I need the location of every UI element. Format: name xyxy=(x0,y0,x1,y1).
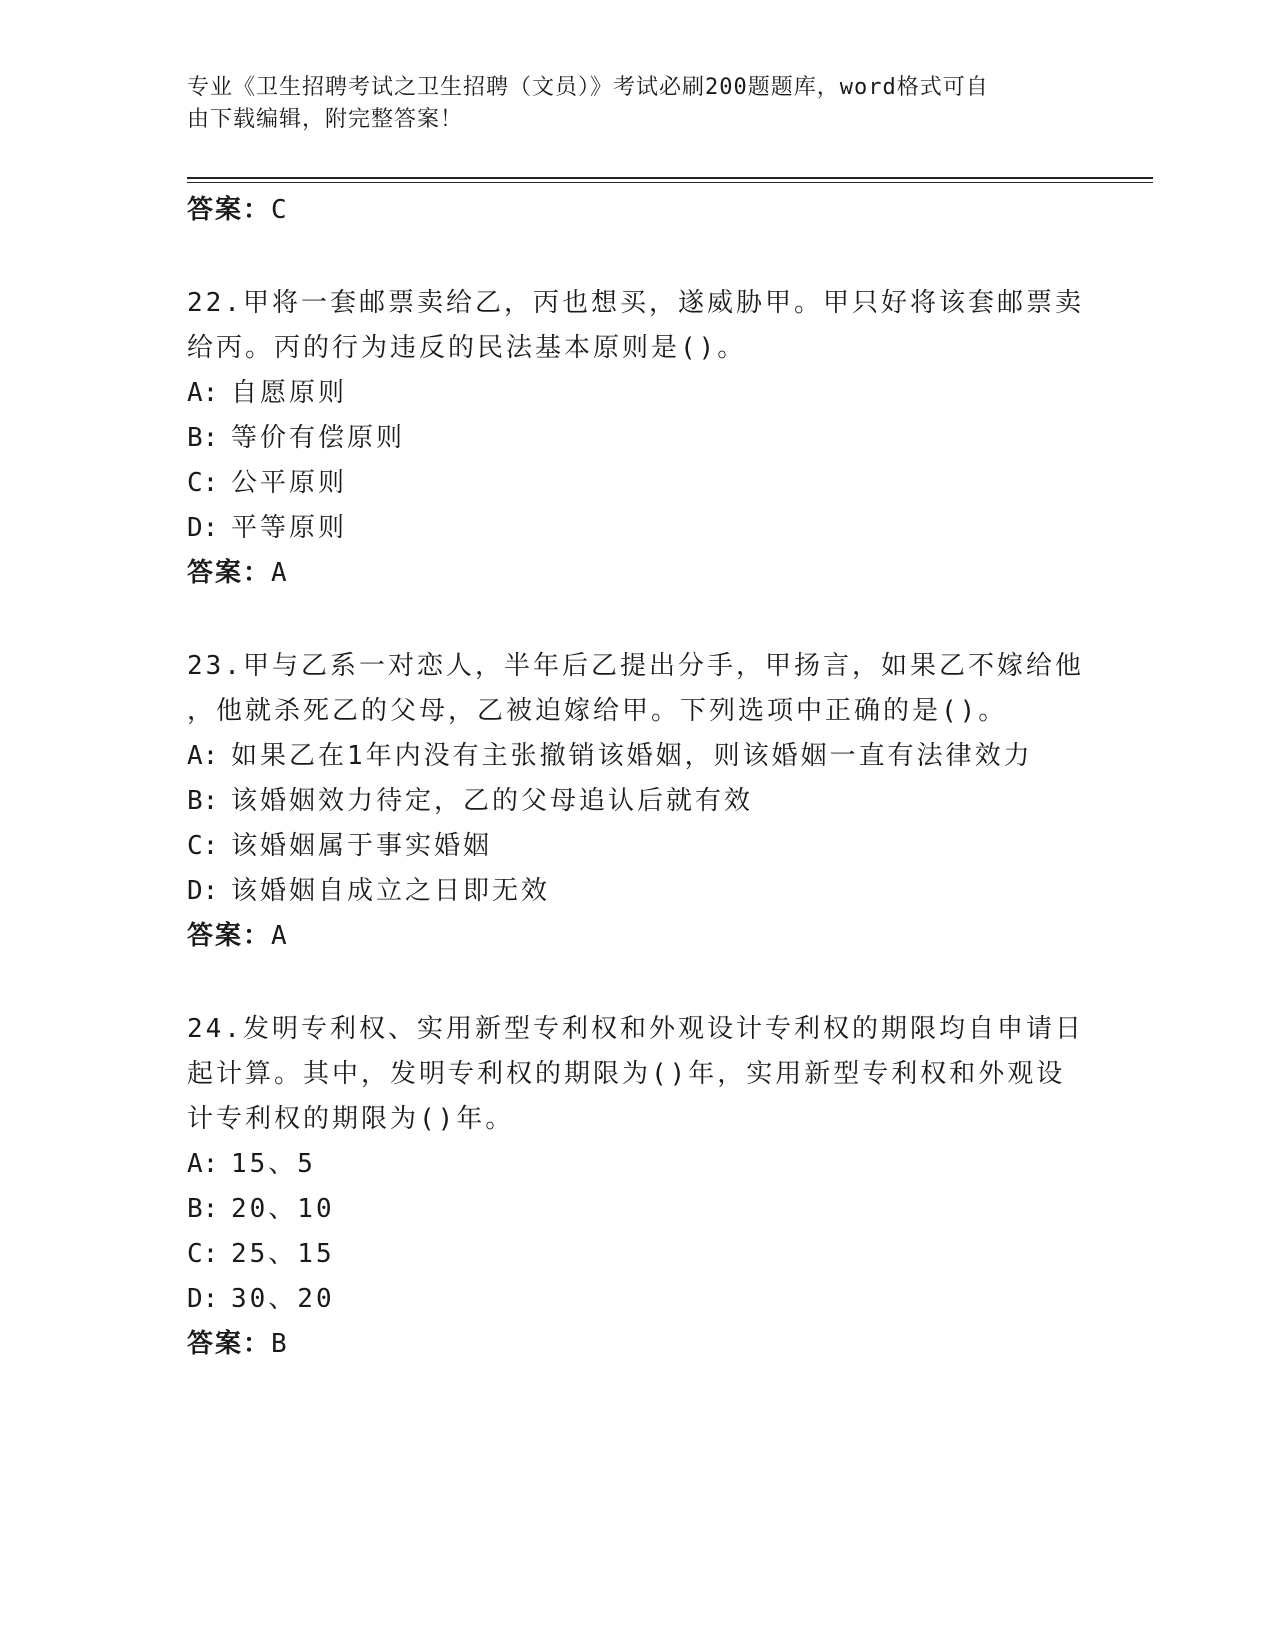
answer-value: A xyxy=(271,558,289,588)
option-key: C: xyxy=(187,831,219,861)
question-22 xyxy=(187,281,1087,596)
option-text: 该婚姻效力待定，乙的父母追认后就有效 xyxy=(231,786,754,816)
option-b xyxy=(187,416,1087,461)
document-header xyxy=(187,72,1067,136)
option-c xyxy=(187,824,1087,869)
question-stem-line: 24.发明专利权、实用新型专利权和外观设计专利权的期限均自申请日 xyxy=(187,1014,1084,1044)
option-d xyxy=(187,506,1087,551)
option-key: A: xyxy=(187,741,219,771)
answer-value: A xyxy=(271,921,289,951)
option-key: A: xyxy=(187,378,219,408)
option-b xyxy=(187,1187,1087,1232)
option-key: D: xyxy=(187,1284,219,1314)
answer-label: 答案： xyxy=(187,195,272,225)
answer-value: C xyxy=(271,195,289,225)
option-key: B: xyxy=(187,1194,219,1224)
header-divider-thin xyxy=(187,182,1153,183)
header-divider-thick xyxy=(187,177,1153,179)
question-stem-line: 起计算。其中，发明专利权的期限为()年，实用新型专利权和外观设 xyxy=(187,1059,1066,1089)
question-stem-line: 计专利权的期限为()年。 xyxy=(187,1104,515,1134)
option-key: B: xyxy=(187,786,219,816)
answer-label: 答案： xyxy=(187,921,272,951)
option-b xyxy=(187,779,1087,824)
question-answer xyxy=(187,914,1087,959)
spacer xyxy=(187,233,1087,281)
previous-answer xyxy=(187,188,1087,233)
option-text: 该婚姻自成立之日即无效 xyxy=(231,876,551,906)
option-text: 15、5 xyxy=(231,1149,316,1179)
spacer xyxy=(187,596,1087,644)
header-line-2: 由下载编辑，附完整答案！ xyxy=(187,107,464,132)
answer-value: B xyxy=(271,1329,289,1359)
option-c xyxy=(187,1232,1087,1277)
option-a xyxy=(187,1142,1087,1187)
spacer xyxy=(187,959,1087,1007)
answer-label: 答案： xyxy=(187,1329,272,1359)
option-key: C: xyxy=(187,468,219,498)
option-text: 30、20 xyxy=(231,1284,335,1314)
option-text: 公平原则 xyxy=(231,468,348,498)
document-body xyxy=(187,188,1087,1367)
option-d xyxy=(187,869,1087,914)
option-a xyxy=(187,734,1087,779)
option-text: 平等原则 xyxy=(231,513,348,543)
question-stem-line: 给丙。丙的行为违反的民法基本原则是()。 xyxy=(187,333,747,363)
answer-label: 答案： xyxy=(187,558,272,588)
question-24 xyxy=(187,1007,1087,1367)
option-text: 如果乙在1年内没有主张撤销该婚姻，则该婚姻一直有法律效力 xyxy=(231,741,1033,771)
option-a xyxy=(187,371,1087,416)
question-answer xyxy=(187,1322,1087,1367)
option-text: 25、15 xyxy=(231,1239,335,1269)
question-23 xyxy=(187,644,1087,959)
question-stem-line: 23.甲与乙系一对恋人，半年后乙提出分手，甲扬言，如果乙不嫁给他 xyxy=(187,651,1084,681)
question-stem-line: 22.甲将一套邮票卖给乙，丙也想买，遂威胁甲。甲只好将该套邮票卖 xyxy=(187,288,1084,318)
option-key: D: xyxy=(187,513,219,543)
question-answer xyxy=(187,551,1087,596)
option-d xyxy=(187,1277,1087,1322)
option-text: 20、10 xyxy=(231,1194,335,1224)
option-c xyxy=(187,461,1087,506)
header-line-1: 专业《卫生招聘考试之卫生招聘（文员）》考试必刷200题题库，word格式可自 xyxy=(187,75,989,100)
option-text: 自愿原则 xyxy=(231,378,348,408)
option-key: C: xyxy=(187,1239,219,1269)
option-text: 该婚姻属于事实婚姻 xyxy=(231,831,493,861)
option-key: A: xyxy=(187,1149,219,1179)
option-key: B: xyxy=(187,423,219,453)
option-key: D: xyxy=(187,876,219,906)
option-text: 等价有偿原则 xyxy=(231,423,406,453)
question-stem-line: ，他就杀死乙的父母，乙被迫嫁给甲。下列选项中正确的是()。 xyxy=(187,696,1008,726)
